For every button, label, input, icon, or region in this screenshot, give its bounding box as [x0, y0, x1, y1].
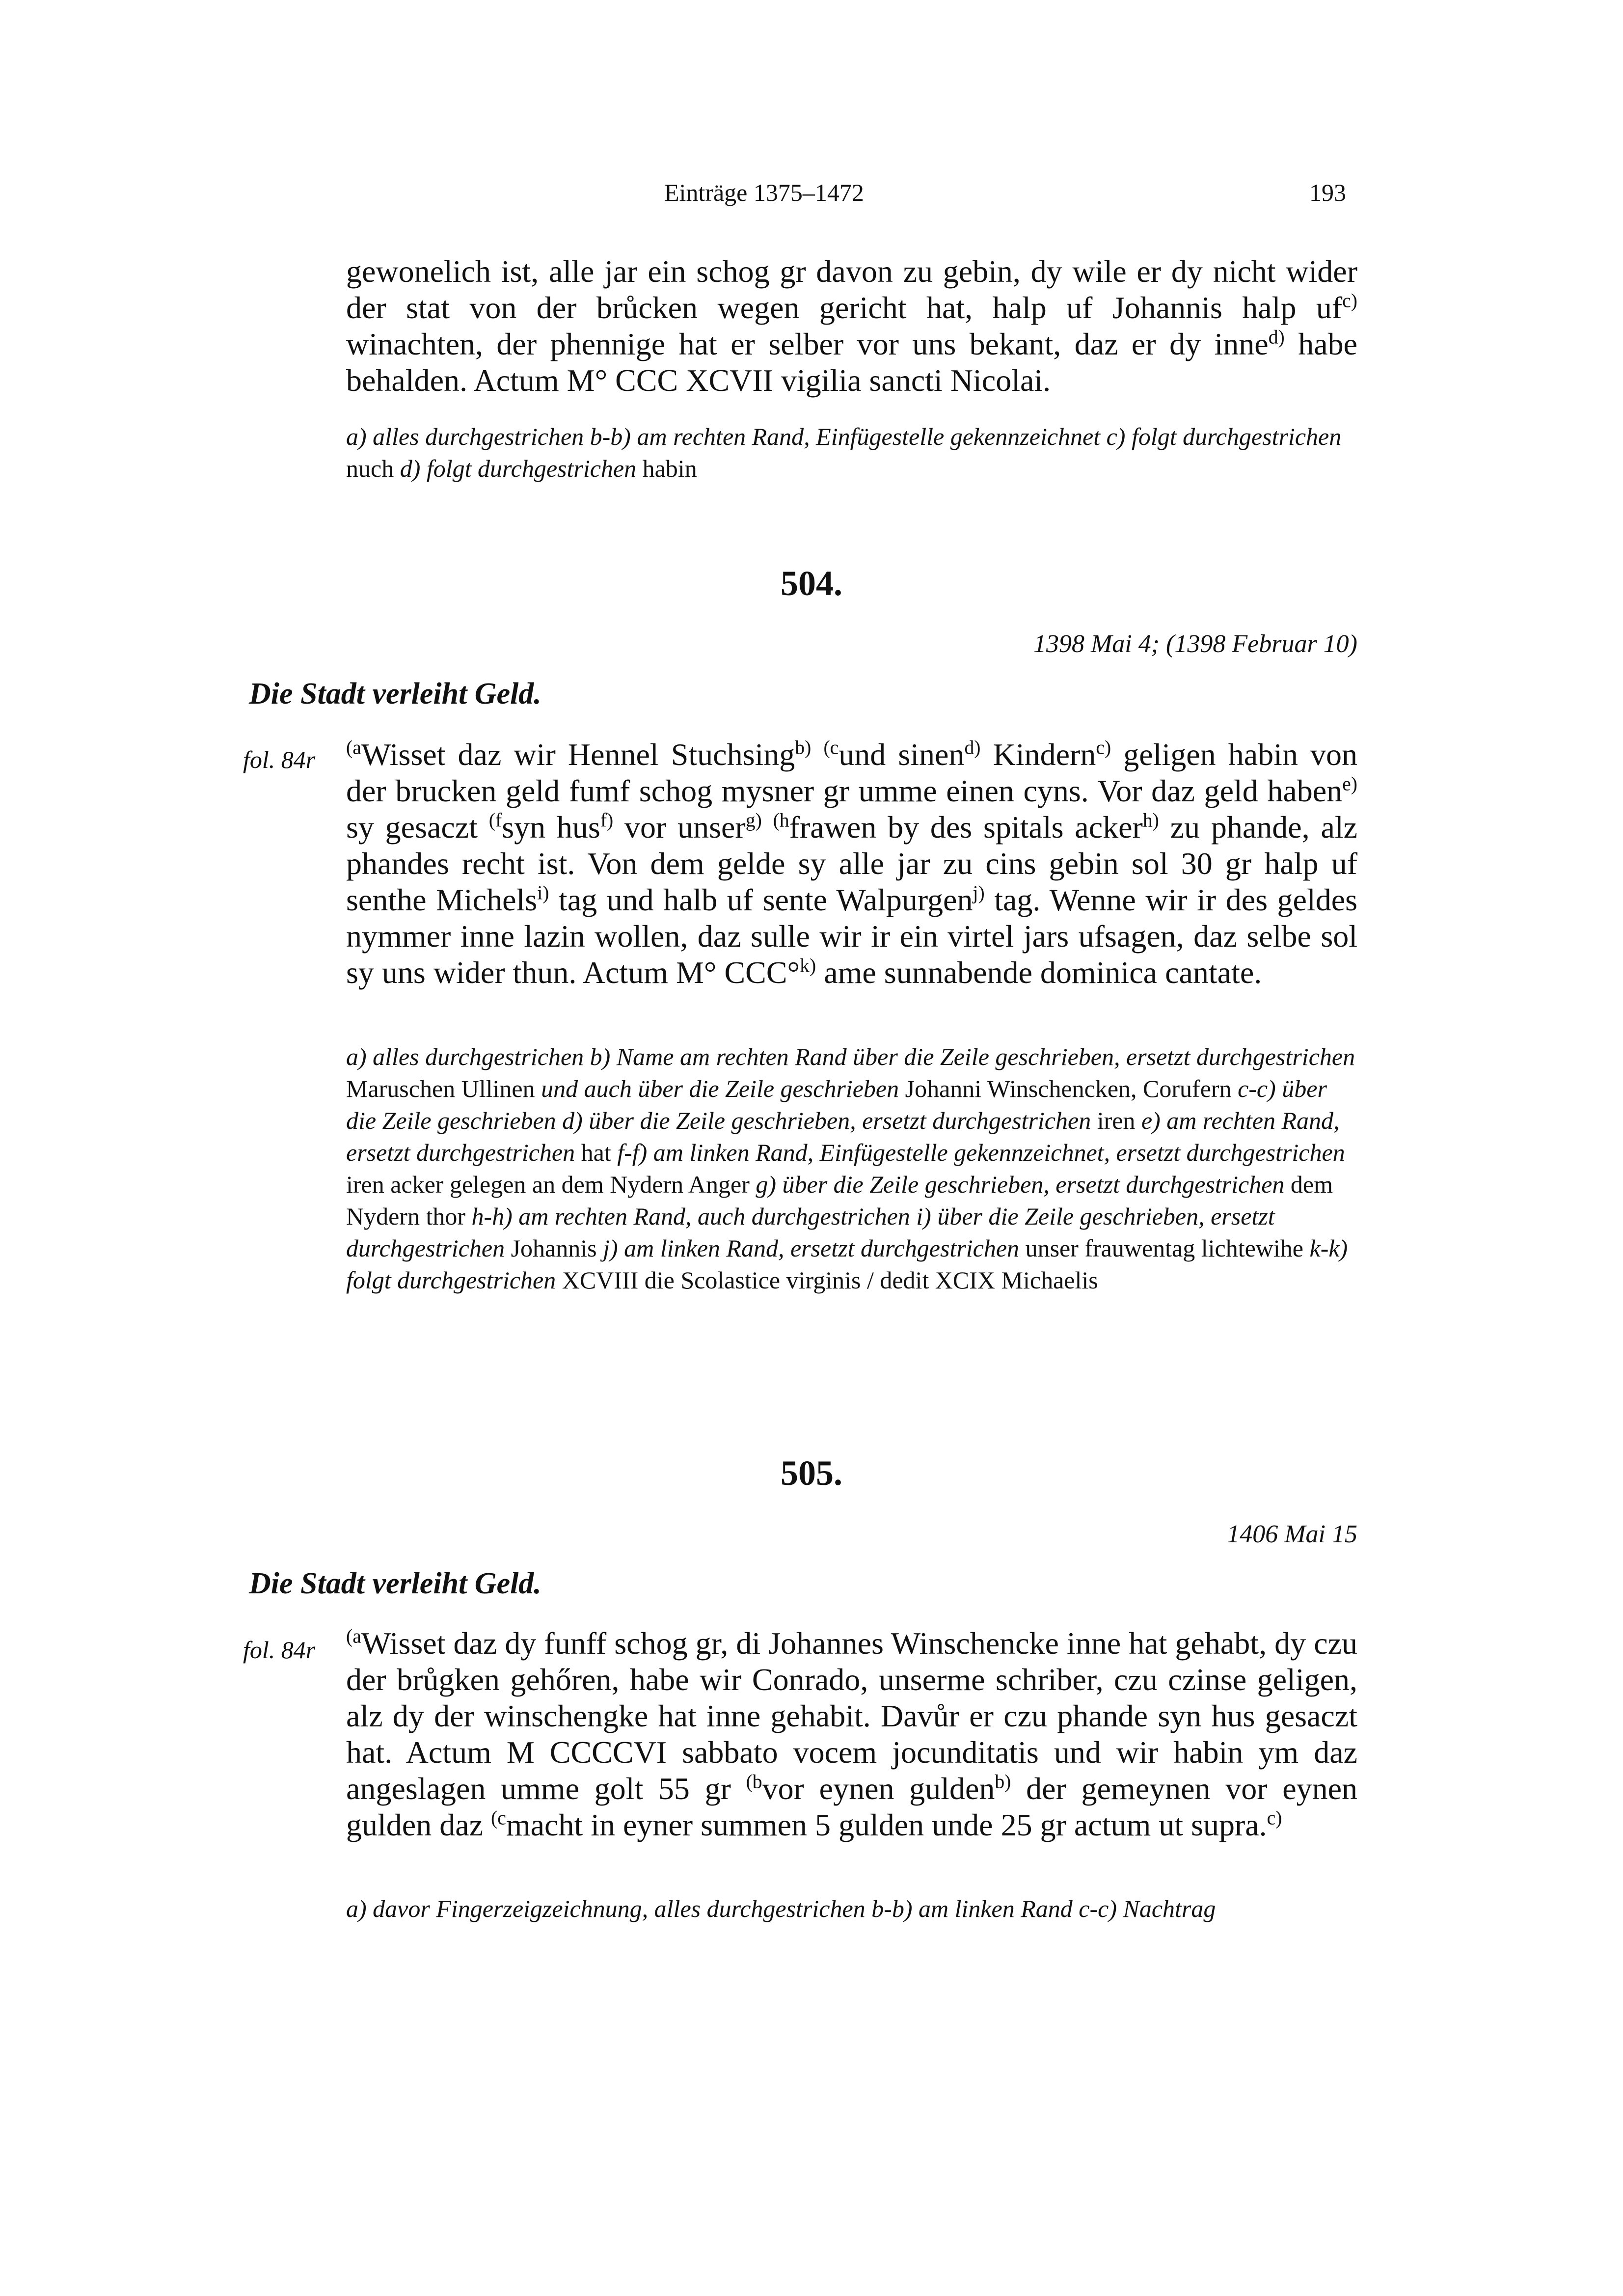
carryover-footnotes: a) alles durchgestrichen b-b) am rechten Rand, Einfügestelle gekennzeichnet c) folgt durchgestrichen nuch d) folgt durchgestrichen habin	[346, 423, 1342, 482]
entry-date-505: 1406 Mai 15	[1227, 1520, 1357, 1548]
entry-number-504: 504.	[781, 564, 842, 603]
entry-text-505: $^{(a}$Wisset daz dy funff schog gr, di Johannes Winschencke inne hat gehabt, dy czu der brůgken gehőren, habe wir Conrado, unserme schriber, czu czinse geligen, alz dy der winschengke hat inne gehabit. Davůr er czu phande syn hus gesaczt hat. Actum M CCCCVI sabbato vocem jocunditatis und wir habin ym daz angeslagen umme golt 55 gr $^{(b}$vor eynen gulden$^{b)}$ der gemeynen vor eynen gulden daz $^{(c}$macht in eyner summen 5 gulden unde 25 gr actum ut supra.$^{c)}$	[346, 1625, 1357, 1842]
entry-date-504: 1398 Mai 4; (1398 Februar 10)	[1033, 630, 1357, 658]
folio-ref-504: fol. 84r	[243, 746, 316, 773]
entry-footnotes-505: a) davor Fingerzeigzeichnung, alles durchgestrichen b-b) am linken Rand c-c) Nachtrag	[346, 1895, 1216, 1922]
entry-summary-504: Die Stadt verleiht Geld.	[249, 677, 541, 711]
entry-footnotes-504: a) alles durchgestrichen b) Name am rechten Rand über die Zeile geschrieben, ersetzt durchgestrichen Maruschen Ullinen und auch über die Zeile geschrieben Johanni Winschencken, Corufern c-c) über die Zeile geschrieben d) über die Zeile geschrieben, ersetzt durchgestrichen iren e) am rechten Rand, ersetzt durchgestrichen hat f-f) am linken Rand, Einfügestelle gekennzeichnet, ersetzt durchgestrichen iren acker gelegen an dem Nydern Anger g) über die Zeile geschrieben, ersetzt durchgestrichen dem Nydern thor h-h) am rechten Rand, auch durchgestrichen i) über die Zeile geschrieben, ersetzt durchgestrichen Johannis j) am linken Rand, ersetzt durchgestrichen unser frauwentag lichtewihe k-k) folgt durchgestrichen XCVIII die Scolastice virginis / dedit XCIX Michaelis	[346, 1043, 1355, 1294]
entry-text-504: $^{(a}$Wisset daz wir Hennel Stuchsing$^{b)}$ $^{(c}$und sinen$^{d)}$ Kindern$^{c)}$ geligen habin von der brucken geld fumf schog mysner gr umme einen cyns. Vor daz geld haben$^{e)}$ sy gesaczt $^{(f}$syn hus$^{f)}$ vor unser$^{g)}$ $^{(h}$frawen by des spitals acker$^{h)}$ zu phande, alz phandes recht ist. Von dem gelde sy alle jar zu cins gebin sol 30 gr halp uf senthe Michels$^{i)}$ tag und halb uf sente Walpurgen$^{j)}$ tag. Wenne wir ir des geldes nymmer inne lazin wollen, daz sulle wir ir ein virtel jars ufsagen, daz selbe sol sy uns wider thun. Actum M° CCC°$^{k)}$ ame sunnabende dominica cantate.	[346, 737, 1358, 990]
folio-ref-505: fol. 84r	[243, 1636, 316, 1664]
entry-summary-505: Die Stadt verleiht Geld.	[249, 1567, 541, 1600]
page-number: 193	[1309, 179, 1346, 206]
carryover-paragraph: gewonelich ist, alle jar ein schog gr davon zu gebin, dy wile er dy nicht wider der stat von der brůcken wegen gericht hat, halp uf Johannis halp $uf^{c)}$ winachten, der phennige hat er selber vor uns bekant, daz er dy inne$^{d)}$ habe behalden. Actum M° CCC XCVII vigilia sancti Nicolai.	[346, 254, 1358, 398]
running-title: Einträge 1375–1472	[664, 179, 864, 206]
entry-number-505: 505.	[781, 1453, 842, 1493]
